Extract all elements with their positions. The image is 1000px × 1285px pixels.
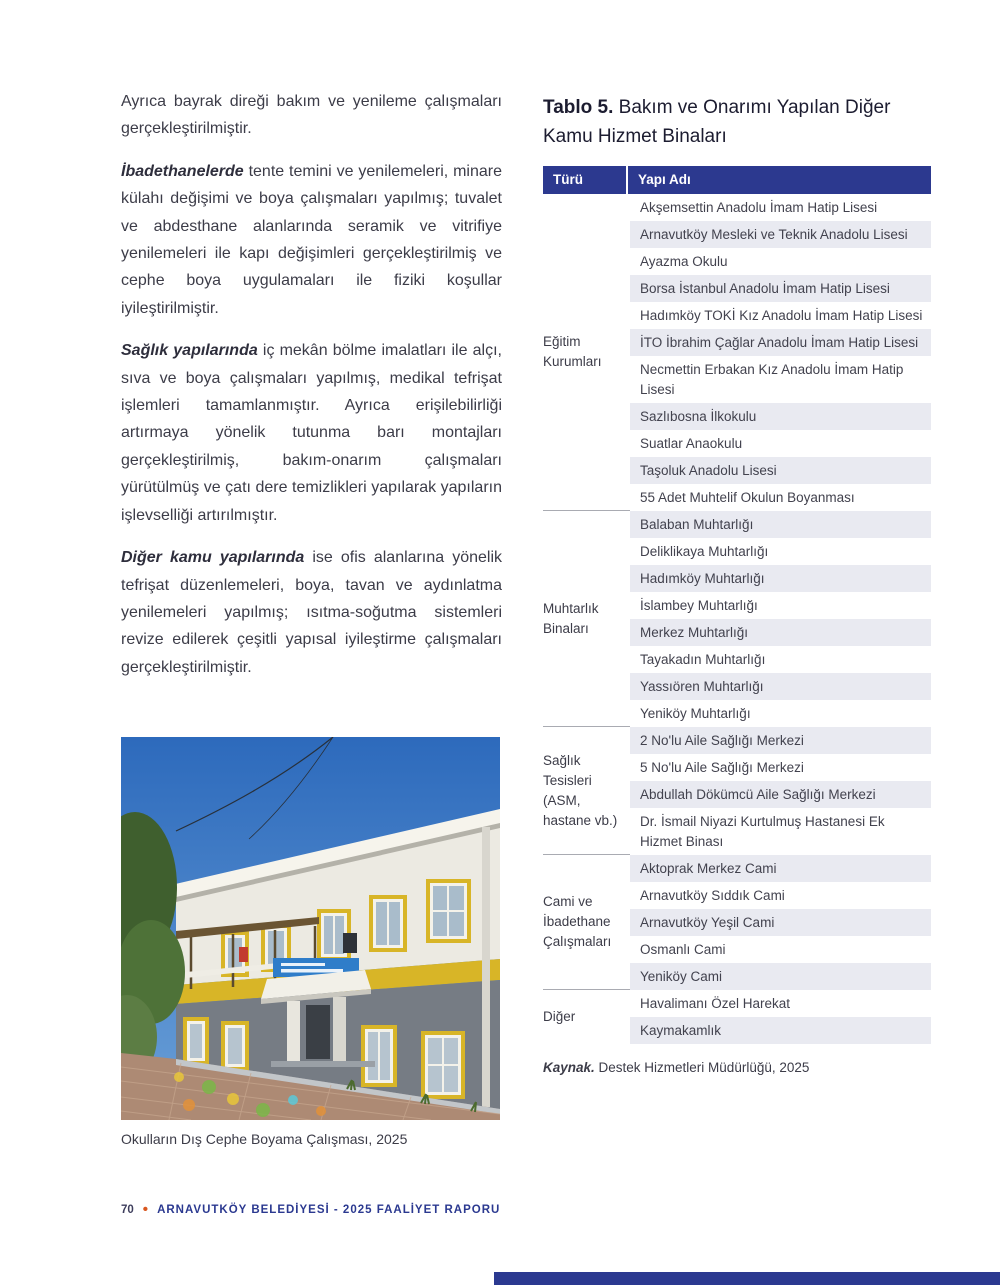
paragraph-lead: Sağlık yapılarında [121,342,258,360]
table-header-row [543,166,931,194]
table-title-text: Bakım ve Onarımı Yapılan Diğer Kamu Hizmet Binaları [543,97,891,147]
table-row: Balaban Muhtarlığı [630,511,931,538]
photo-caption: Okulların Dış Cephe Boyama Çalışması, 2025 [121,1131,408,1147]
paragraphs [121,88,502,681]
table-group [543,727,931,855]
table-group [543,511,931,727]
footer-bullet-icon: • [142,1201,149,1218]
table-row: Sazlıbosna İlkokulu [630,403,931,430]
page-number: 70 [121,1204,134,1216]
table-row: 55 Adet Muhtelif Okulun Boyanması [640,489,855,505]
table-row: Borsa İstanbul Anadolu İmam Hatip Lisesi [630,275,931,302]
table-row: İslambey Muhtarlığı [640,597,758,613]
table-row: Arnavutköy Mesleki ve Teknik Anadolu Lisesi [630,221,931,248]
table-row: Havalimanı Özel Harekat [640,995,791,1011]
source-label: Kaynak. [543,1060,595,1075]
table-row: Hadımköy Muhtarlığı [630,565,931,592]
table-group [543,990,931,1044]
table-row: Aktoprak Merkez Cami [630,855,931,882]
group-rows [630,855,931,990]
table-row: Yeniköy Muhtarlığı [640,705,751,721]
group-rows [630,990,931,1044]
paragraph-lead: Diğer kamu yapılarında [121,549,305,567]
category-cell: Sağlık Tesisleri (ASM, hastane vb.) [543,727,630,855]
table-row: Deliklikaya Muhtarlığı [640,543,769,559]
table-row: 5 No'lu Aile Sağlığı Merkezi [640,759,804,775]
category-cell: Eğitim Kurumları [543,194,630,511]
table-row: İTO İbrahim Çağlar Anadolu İmam Hatip Lisesi [630,329,931,356]
category-cell: Muhtarlık Binaları [543,511,630,727]
table-row: Arnavutköy Yeşil Cami [630,909,931,936]
category-cell: Cami ve İbadethane Çalışmaları [543,855,630,990]
table-row: Taşoluk Anadolu Lisesi [630,457,931,484]
paragraph-lead: İbadethanelerde [121,162,244,180]
source-text: Destek Hizmetleri Müdürlüğü, 2025 [594,1060,810,1075]
table-body [543,194,931,1044]
maintenance-table [543,166,931,1044]
footer-accent-bar [494,1272,1000,1285]
body-paragraph: İbadethanelerde tente temini ve yenilemeleri, minare külahı değişimi ve boya çalışmaları yapılmış; tuvalet ve abdesthane alanlarında seramik ve vitrifiye yenilemeleri ile kapı değişimleri gerçekleştirilmiş ve cephe boya uygulamaları ile fiziki koşullar iyileştirilmiştir. [121,162,502,317]
table-row: Tayakadın Muhtarlığı [640,651,766,667]
page-footer [121,1201,501,1218]
table-row: Yeniköy Cami [630,963,931,990]
table-title [543,93,931,151]
footer-text: ARNAVUTKÖY BELEDİYESİ - 2025 FAALİYET RAPORU [157,1204,501,1216]
table-row: Abdullah Dökümcü Aile Sağlığı Merkezi [630,781,931,808]
table-row: Dr. İsmail Niyazi Kurtulmuş Hastanesi Ek Hizmet Binası [640,813,885,849]
column-header-turu: Türü [543,166,628,194]
table-row: Merkez Muhtarlığı [630,619,931,646]
table-title-label: Tablo 5. [543,97,614,118]
flag [239,947,248,962]
table-row: Hadımköy TOKİ Kız Anadolu İmam Hatip Lisesi [640,307,923,323]
table-row: Akşemsettin Anadolu İmam Hatip Lisesi [640,199,878,215]
table-row: Yassıören Muhtarlığı [630,673,931,700]
table-row: Kaymakamlık [630,1017,931,1044]
body-paragraph: Sağlık yapılarında iç mekân bölme imalatları ile alçı, sıva ve boya çalışmaları yapılmış, medikal tefrişat işlemleri tamamlanmıştır. Ayrıca erişilebilirliği artırmaya yönelik tutunma barı montajları gerçekleştirilmiş, bakım-onarım çalışmaları yürütülmüş ve çatı dere temizlikleri yapılarak yapıların işlevselliği artırılmıştır. [121,342,502,524]
table-source [543,1060,931,1075]
table-column [543,93,931,1075]
table-row: Suatlar Anaokulu [640,435,743,451]
drainpipe [482,827,490,1107]
table-group [543,855,931,990]
table-row: Osmanlı Cami [640,941,726,957]
group-rows [630,194,931,511]
body-paragraph: Diğer kamu yapılarında ise ofis alanlarına yönelik tefrişat düzenlemeleri, boya, tavan ve aydınlatma yenilemeleri yapılmış; ısıtma-soğutma sistemleri revize edilerek çeşitli yapısal iyileştirme çalışmaları gerçekleştirilmiştir. [121,549,502,676]
body-text-column [121,88,502,733]
table-row: Necmettin Erbakan Kız Anadolu İmam Hatip Lisesi [640,361,904,397]
category-cell: Diğer [543,1009,576,1024]
table-group [543,194,931,511]
column-header-yapi-adi: Yapı Adı [638,172,691,187]
table-row: Ayazma Okulu [640,253,728,269]
group-rows [630,727,931,855]
group-rows [630,511,931,727]
school-building-photo [121,737,500,1120]
table-row: Arnavutköy Sıddık Cami [640,887,785,903]
body-paragraph: Ayrıca bayrak direği bakım ve yenileme çalışmaları gerçekleştirilmiştir. [121,93,502,138]
speaker [343,933,357,953]
school-photo-graphic [121,737,500,1120]
table-row: 2 No'lu Aile Sağlığı Merkezi [630,727,931,754]
